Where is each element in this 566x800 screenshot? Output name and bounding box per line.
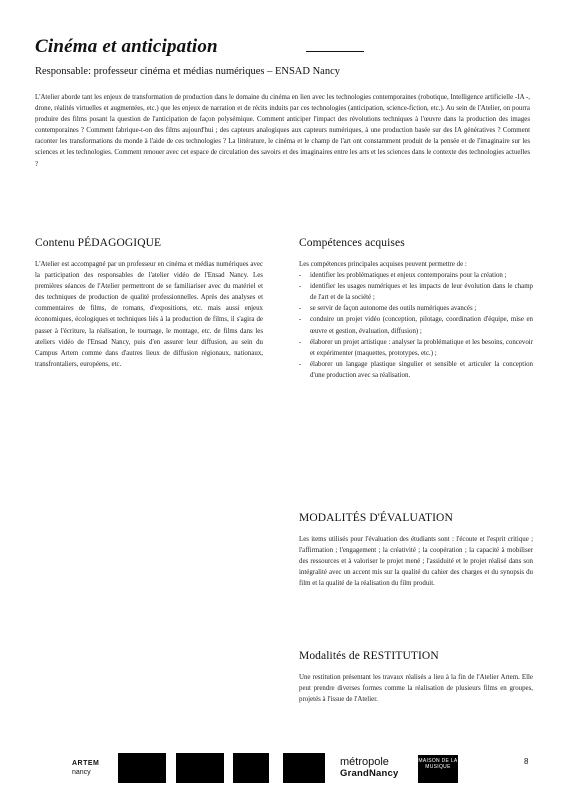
page-subtitle: Responsable: professeur cinéma et médias numériques – ENSAD Nancy xyxy=(35,66,341,77)
contenu-section xyxy=(35,237,263,370)
metropole-logo xyxy=(340,757,399,779)
redacted-logo-block xyxy=(233,753,269,783)
page-number: 8 xyxy=(524,757,529,766)
redacted-logo-block xyxy=(176,753,224,783)
artem-logo-line1: ARTEM xyxy=(72,760,100,767)
list-item: - se servir de façon autonome des outils numériques avancés ; xyxy=(299,303,533,314)
artem-logo-line2: nancy xyxy=(72,769,91,776)
redacted-logo-block xyxy=(283,753,325,783)
restitution-text: Une restitution présentant les travaux réalisés a lieu à la fin de l'Atelier Artem. Elle peut prendre diverses formes comme la réalisation de plusieurs films en groupes, projetés à l'issue de l'Atelier. xyxy=(299,674,533,704)
restitution-heading: Modalités de RESTITUTION xyxy=(299,650,439,662)
footer-logos xyxy=(0,745,566,790)
competences-section xyxy=(299,237,533,381)
contenu-heading: Contenu PÉDAGOGIQUE xyxy=(35,237,162,249)
title-underline xyxy=(306,51,364,52)
evaluation-heading: MODALITÉS D'ÉVALUATION xyxy=(299,512,453,524)
metropole-logo-line2: GrandNancy xyxy=(340,768,399,779)
musique-logo: MAISON DE LA MUSIQUE xyxy=(418,755,458,783)
list-item: - identifier les problématiques et enjeux contemporains pour la création ; xyxy=(299,270,533,281)
restitution-section xyxy=(299,650,533,705)
artem-logo xyxy=(72,759,99,777)
list-item: - élaborer un langage plastique singulier et sensible et articuler la conception d'une production avec sa réalisation. xyxy=(299,359,533,381)
competences-lead: Les compétences principales acquises peuvent permettre de : xyxy=(299,261,467,268)
competences-heading: Compétences acquises xyxy=(299,237,405,249)
contenu-text: L'Atelier est accompagné par un professeur en cinéma et médias numériques avec la participation des responsables de l'atelier vidéo de l'Ensad Nancy. Les premières séances de l'Atelier permettront de se familiariser avec du matériel et des techniques de production de qualité professionnelles. Après des analyses et commentaires de films, de romans, d'expositions, etc. mais aussi enjeux économiques, écologiques et techniques liés à la production de films, il s'agira de passer à l'écriture, la réalisation, le tournage, le montage, etc. de films dans les ateliers vidéo de l'Ensad Nancy, puis d'en assurer leur diffusion, au sein du Campus Artem comme dans d'autres lieux de diffusion régionaux, nationaux, transfrontaliers, européens, etc. xyxy=(35,261,263,368)
evaluation-text: Les items utilisés pour l'évaluation des étudiants sont : l'écoute et l'esprit critique ; l'affirmation ; l'engagement ; la créativité ; la coopération ; la capacité à mobiliser des ressources et à valoriser le projet mené ; l'assiduité et le projet réalisé dans son intégralité avec un accent mis sur la qualité du cahier des charges et du synopsis du film et la qualité de la réalisation du film produit. xyxy=(299,536,533,588)
redacted-logo-block xyxy=(118,753,166,783)
list-item: - élaborer un projet artistique : analyser la problématique et les besoins, concevoir et expérimenter (maquettes, prototypes, etc.) ; xyxy=(299,337,533,359)
evaluation-section xyxy=(299,512,533,589)
page-title: Cinéma et anticipation xyxy=(35,36,218,57)
competences-list xyxy=(299,270,533,381)
list-item: - conduire un projet vidéo (conception, pilotage, coordination d'équipe, mise en œuvre et gestion, évaluation, diffusion) ; xyxy=(299,314,533,336)
metropole-logo-line1: métropole xyxy=(340,756,389,768)
list-item: - identifier les usages numériques et les impacts de leur évolution dans le champ de l'art et de la société ; xyxy=(299,281,533,303)
intro-paragraph: L'Atelier aborde tant les enjeux de transformation de production dans le domaine du cinéma en lien avec les technologies contemporaines (robotique, Intelligence artificielle -IA -, drone, réalités virtuelles et augmentées, etc.) que les enjeux de narration et de récits induits par ces technologies (anticipation, science-fiction, etc.). Au sein de l'Atelier, on pourra produire des films posant la question de l'anticipation de façon polysémique. Comment anticiper l'impact des révolutions techniques à l'œuvre dans la production des images contemporaines ? Comment fabrique-t-on des films aujourd'hui ; des capteurs analogiques aux capteurs numériques, à une production basée sur des IA génératives ? Comment raconter les transformations du monde à l'aide de ces technologies ? La littérature, le cinéma et le champ de l'art ont constamment produit de la pensée et de l'imaginaire sur les sciences et les technologies. Comment renouer avec cet espace de circulation des savoirs et des imaginaires entre les arts et les sciences dans le contexte des technologies actuelles ? xyxy=(35,94,530,168)
